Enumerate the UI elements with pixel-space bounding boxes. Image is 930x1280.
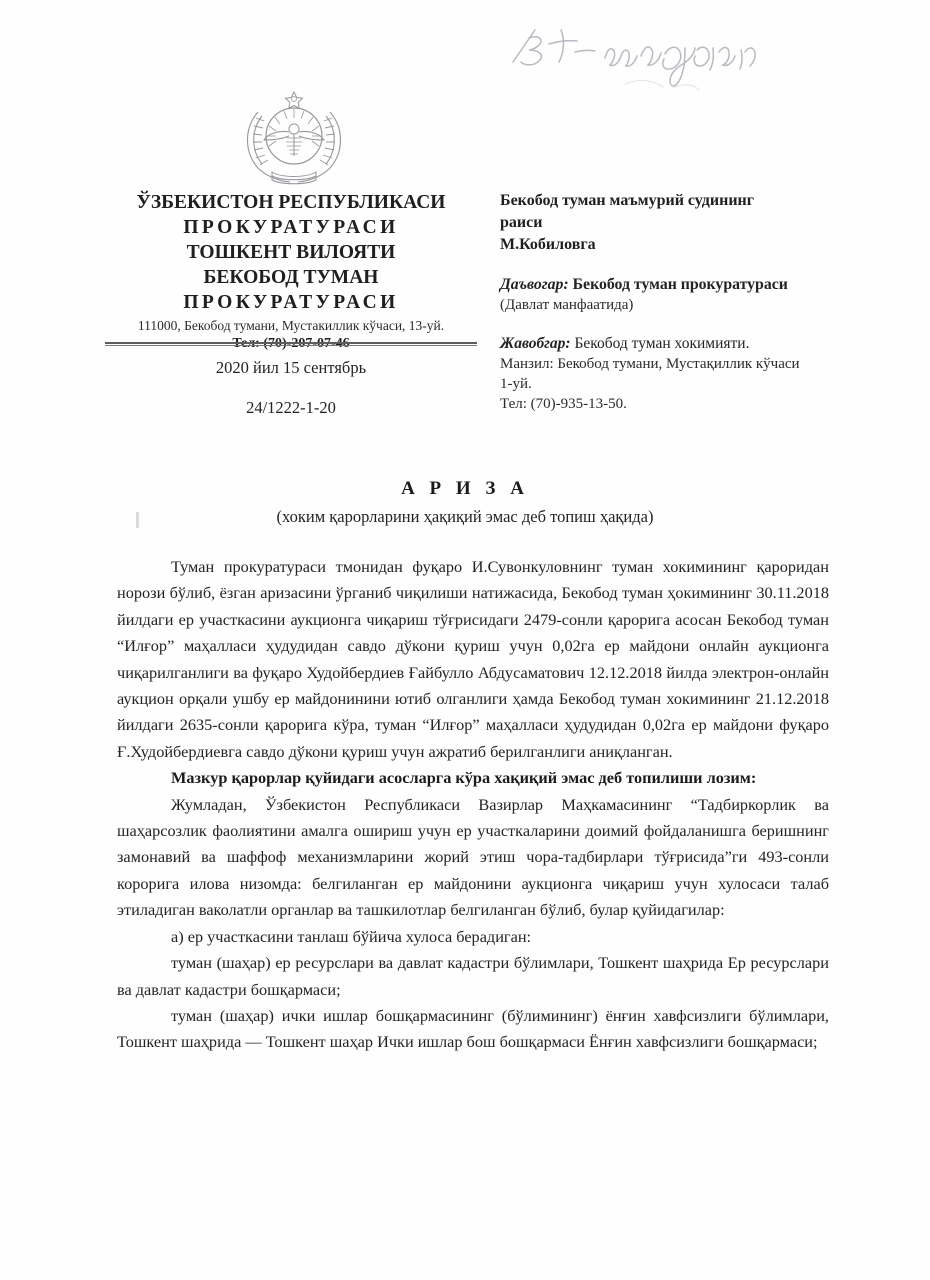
- handwritten-annotation: [505, 18, 825, 98]
- body-paragraph: туман (шаҳар) ички ишлар бошқармасининг (бўлимининг) ёнғин хавфсизлиги бўлимлари, Тошкент шаҳрида — Тошкент шаҳар Ички ишлар бош бошқармаси Ёнғин хавфсизлиги бошқармаси;: [117, 1005, 829, 1052]
- body-paragraph: Туман прокуратураси тмонидан фуқаро И.Сувонкуловнинг туман хокимининг қароридан норози бўлиб, ёзган аризасини ўрганиб чиқилиши натижасида, Бекобод туман ҳокимининг 30.11.2018 йилдаги ер участкасини аукционга чиқариш тўғрисидаги 2479-сонли қарорига асосан Бекобод туман “Илғор” маҳалласи ҳудудидан савдо дўкони қуриш учун 0,02га ер майдони онлайн аукционга чиқарилганлиги ва фуқаро Худойбердиев Ғайбулло Абдусаматович 12.12.2018 йилда электрон-онлайн аукцион орқали ушбу ер майдонинини ютиб олганлиги ҳамда Бекобод туман хокимининг 21.12.2018 йилдаги 2635-сонли қарорига кўра, туман “Илғор” маҳалласи ҳудудидан 0,02га ер майдони фуқаро Ғ.Худойбердиевга савдо дўкони қуриш учун ажратиб берилганлиги аниқланган.: [117, 557, 829, 761]
- letterhead-line-2: ПРОКУРАТУРАСИ: [183, 217, 399, 238]
- addressee-line-3: М.Кобиловга: [500, 236, 596, 253]
- addressee-line-1: Бекобод туман маъмурий судининг: [500, 192, 755, 209]
- defendant-value: Бекобод туман хокимияти.: [574, 335, 750, 352]
- body-paragraph: Жумладан, Ўзбекистон Республикаси Вазирлар Маҳкамасининг “Тадбиркорлик ва шаҳарсозлик фаолиятини амалга ошириш учун ер участкаларини доимий фойдаланишга беришнинг замонавий ва шаффоф механизмларини жорий этиш чора-тадбирлари тўғрисида”ги 493-сонли корорига илова низомда: белгиланган ер майдонини аукционга чиқариш учун хулосаси талаб этиладиган ваколатли органлар ва ташкилотлар белгиланган бўлиб, булар қуйидагилар:: [117, 794, 829, 920]
- addressee-line-2: раиси: [500, 214, 543, 231]
- document-body: [117, 554, 829, 1056]
- plaintiff-note: (Давлат манфаатида): [500, 297, 634, 313]
- addressee-block: [500, 190, 852, 414]
- letterhead-line-1: ЎЗБЕКИСТОН РЕСПУБЛИКАСИ: [136, 192, 446, 213]
- document-title-block: [105, 478, 825, 527]
- defendant-address-line-2: 1-уй.: [500, 376, 532, 392]
- defendant-address-line-1: Манзил: Бекобод тумани, Мустақиллик кўчаси: [500, 356, 800, 372]
- plaintiff-line: [500, 274, 852, 295]
- uzbekistan-coat-of-arms-icon: [238, 86, 350, 190]
- body-paragraph: туман (шаҳар) ер ресурслари ва давлат кадастри бўлимлари, Тошкент шаҳрида Ер ресурслари ва давлат кадастри бошқармаси;: [117, 953, 829, 999]
- plaintiff-label: Даъвогар:: [500, 276, 569, 293]
- plaintiff-value: Бекобод туман прокуратураси: [572, 276, 788, 293]
- page-subtitle: (хоким қарорларини ҳақиқий эмас деб топиш ҳақида): [276, 507, 654, 526]
- body-paragraph: Мазкур қарорлар қуйидаги асосларга кўра хақиқий эмас деб топилиши лозим:: [171, 768, 757, 788]
- margin-mark: [136, 512, 139, 528]
- addressee-recipient: [500, 190, 852, 256]
- plaintiff-block: [500, 274, 852, 315]
- letterhead-line-5: ПРОКУРАТУРАСИ: [183, 292, 399, 313]
- document-reference-number: 24/1222-1-20: [246, 398, 336, 417]
- defendant-block: [500, 333, 852, 414]
- letterhead-divider-rule: [105, 342, 477, 347]
- faint-stamp-smudge: [600, 78, 606, 95]
- page-title: А Р И З А: [401, 478, 529, 499]
- defendant-phone: Тел: (70)-935-13-50.: [500, 396, 627, 412]
- letterhead-address: 111000, Бекобод тумани, Мустакиллик кўчаси, 13-уй.: [137, 318, 445, 333]
- letterhead-line-4: БЕКОБОД ТУМАН: [203, 267, 379, 288]
- letterhead-line-3: ТОШКЕНТ ВИЛОЯТИ: [186, 242, 396, 263]
- defendant-label: Жавобгар:: [500, 335, 571, 352]
- body-paragraph: а) ер участкасини танлаш бўйича хулоса берадиган:: [171, 926, 532, 946]
- defendant-line: [500, 333, 852, 354]
- document-date: 2020 йил 15 сентябрь: [215, 358, 367, 377]
- letterhead: [105, 190, 477, 353]
